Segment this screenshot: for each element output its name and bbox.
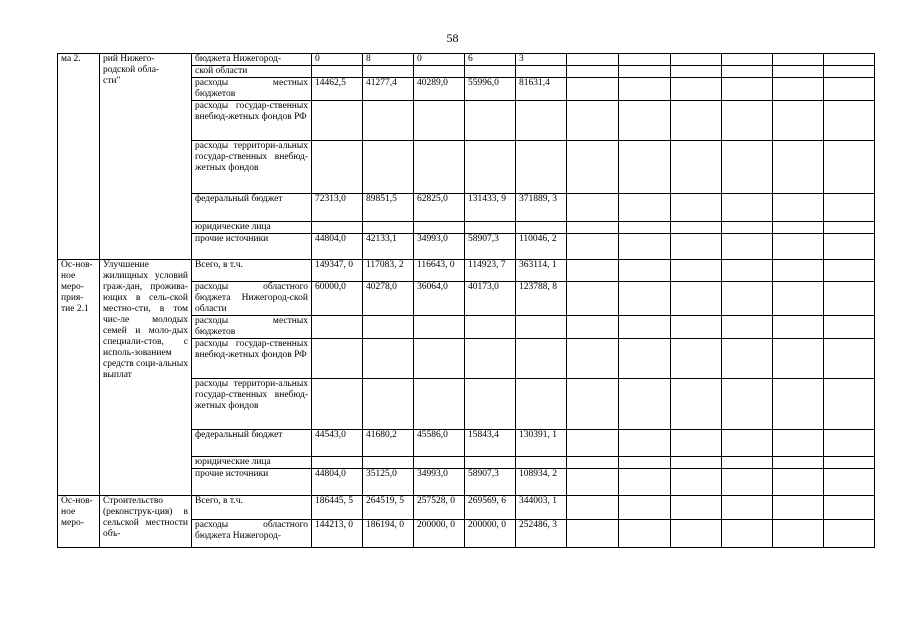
empty-cell	[722, 379, 773, 430]
empty-cell	[671, 457, 722, 469]
empty-cell	[619, 379, 671, 430]
source-label: расходы областного бюджета Нижегород-	[192, 520, 312, 548]
empty-cell	[671, 78, 722, 101]
empty-cell	[619, 66, 671, 78]
value-cell-2: 186194, 0	[363, 520, 414, 548]
value-cell-5: 252486, 3	[516, 520, 567, 548]
value-cell-4: 131433, 9	[465, 194, 516, 222]
empty-cell	[773, 260, 824, 282]
empty-cell	[619, 222, 671, 234]
empty-cell	[619, 496, 671, 520]
empty-cell	[671, 520, 722, 548]
value-cell-3	[414, 379, 465, 430]
value-cell-1	[312, 141, 363, 194]
empty-cell	[722, 54, 773, 66]
empty-cell	[773, 496, 824, 520]
source-label: бюджета Нижегород-	[192, 54, 312, 66]
value-cell-2: 42133,1	[363, 234, 414, 260]
value-cell-5: 81631,4	[516, 78, 567, 101]
value-cell-2	[363, 66, 414, 78]
activity-label-2-1: Ос-нов-ное меро-прия-тие 2.1	[58, 260, 100, 496]
value-cell-1: 149347, 0	[312, 260, 363, 282]
value-cell-3	[414, 66, 465, 78]
value-cell-3: 34993,0	[414, 234, 465, 260]
empty-cell	[773, 379, 824, 430]
source-label: прочие источники	[192, 234, 312, 260]
empty-cell	[619, 469, 671, 496]
value-cell-1: 186445, 5	[312, 496, 363, 520]
value-cell-5	[516, 66, 567, 78]
source-label: расходы территори-альных государ-ственных внебюд-жетных фондов	[192, 379, 312, 430]
empty-cell	[824, 496, 875, 520]
table-row	[58, 496, 875, 520]
activity-title-line: рий Нижего-	[103, 54, 155, 64]
empty-cell	[671, 54, 722, 66]
empty-cell	[567, 379, 619, 430]
empty-cell	[567, 457, 619, 469]
value-cell-2	[363, 222, 414, 234]
empty-cell	[722, 339, 773, 379]
empty-cell	[824, 316, 875, 339]
source-label: юридические лица	[192, 457, 312, 469]
empty-cell	[824, 222, 875, 234]
source-label: Всего, в т.ч.	[192, 496, 312, 520]
value-cell-2	[363, 339, 414, 379]
value-cell-4: 15843,4	[465, 430, 516, 457]
value-cell-2	[363, 379, 414, 430]
empty-cell	[567, 496, 619, 520]
value-cell-3: 45586,0	[414, 430, 465, 457]
value-cell-5	[516, 222, 567, 234]
empty-cell	[722, 316, 773, 339]
value-cell-1: 60000,0	[312, 282, 363, 316]
empty-cell	[671, 469, 722, 496]
value-cell-5	[516, 457, 567, 469]
empty-cell	[722, 141, 773, 194]
empty-cell	[722, 260, 773, 282]
value-cell-3: 36064,0	[414, 282, 465, 316]
source-label: расходы областного бюджета Нижегород-ской области	[192, 282, 312, 316]
empty-cell	[824, 457, 875, 469]
value-cell-4	[465, 101, 516, 141]
value-cell-4	[465, 66, 516, 78]
value-cell-5	[516, 339, 567, 379]
value-cell-2: 40278,0	[363, 282, 414, 316]
source-label: ской области	[192, 66, 312, 78]
empty-cell	[722, 222, 773, 234]
empty-cell	[619, 101, 671, 141]
value-cell-2: 264519, 5	[363, 496, 414, 520]
source-label: Всего, в т.ч.	[192, 260, 312, 282]
value-cell-5	[516, 379, 567, 430]
value-cell-5: 130391, 1	[516, 430, 567, 457]
empty-cell	[773, 469, 824, 496]
source-label: федеральный бюджет	[192, 194, 312, 222]
source-label: расходы местных бюджетов	[192, 316, 312, 339]
empty-cell	[773, 78, 824, 101]
source-label: юридические лица	[192, 222, 312, 234]
table-row	[58, 260, 875, 282]
empty-cell	[824, 78, 875, 101]
empty-cell	[619, 430, 671, 457]
value-cell-5	[516, 316, 567, 339]
empty-cell	[824, 101, 875, 141]
value-cell-4	[465, 457, 516, 469]
empty-cell	[567, 339, 619, 379]
empty-cell	[722, 496, 773, 520]
empty-cell	[619, 234, 671, 260]
value-cell-4	[465, 141, 516, 194]
empty-cell	[773, 222, 824, 234]
empty-cell	[619, 260, 671, 282]
empty-cell	[567, 141, 619, 194]
value-cell-1: 144213, 0	[312, 520, 363, 548]
source-label: расходы государ-ственных внебюд-жетных фондов РФ	[192, 339, 312, 379]
empty-cell	[671, 282, 722, 316]
empty-cell	[567, 282, 619, 316]
value-cell-1	[312, 66, 363, 78]
value-cell-4: 40173,0	[465, 282, 516, 316]
empty-cell	[567, 260, 619, 282]
value-cell-4: 114923, 7	[465, 260, 516, 282]
empty-cell	[773, 430, 824, 457]
empty-cell	[671, 194, 722, 222]
source-label: расходы государ-ственных внебюд-жетных фондов РФ	[192, 101, 312, 141]
value-cell-3: 34993,0	[414, 469, 465, 496]
value-cell-2: 41277,4	[363, 78, 414, 101]
empty-cell	[824, 234, 875, 260]
value-cell-3: 0	[414, 54, 465, 66]
empty-cell	[619, 194, 671, 222]
value-cell-3	[414, 141, 465, 194]
empty-cell	[671, 496, 722, 520]
value-cell-1	[312, 316, 363, 339]
value-cell-3	[414, 316, 465, 339]
empty-cell	[567, 101, 619, 141]
empty-cell	[773, 520, 824, 548]
empty-cell	[671, 101, 722, 141]
value-cell-5: 363114, 1	[516, 260, 567, 282]
value-cell-3: 40289,0	[414, 78, 465, 101]
value-cell-5: 371889, 3	[516, 194, 567, 222]
empty-cell	[671, 430, 722, 457]
value-cell-1	[312, 379, 363, 430]
empty-cell	[824, 282, 875, 316]
empty-cell	[773, 101, 824, 141]
empty-cell	[824, 430, 875, 457]
value-cell-2: 41680,2	[363, 430, 414, 457]
activity-title-2-1: Улучшение жилищных условий граж-дан, прожива-ющих в сель-ской местно-сти, в том чис-ле молодых семей и моло-дых специали-стов, с исполь-зованием средств соци-альных выплат	[100, 260, 192, 496]
value-cell-1: 44543,0	[312, 430, 363, 457]
empty-cell	[567, 469, 619, 496]
value-cell-5: 108934, 2	[516, 469, 567, 496]
activity-title-line: родской обла-	[103, 65, 160, 75]
empty-cell	[567, 430, 619, 457]
value-cell-4: 269569, 6	[465, 496, 516, 520]
value-cell-5	[516, 141, 567, 194]
value-cell-1: 0	[312, 54, 363, 66]
empty-cell	[619, 520, 671, 548]
empty-cell	[824, 339, 875, 379]
value-cell-4: 58907,3	[465, 469, 516, 496]
value-cell-2: 89851,5	[363, 194, 414, 222]
empty-cell	[722, 101, 773, 141]
value-cell-3	[414, 339, 465, 379]
source-label: прочие источники	[192, 469, 312, 496]
empty-cell	[722, 282, 773, 316]
value-cell-1: 44804,0	[312, 469, 363, 496]
value-cell-5: 344003, 1	[516, 496, 567, 520]
value-cell-3: 257528, 0	[414, 496, 465, 520]
budget-table	[57, 53, 875, 548]
value-cell-3: 116643, 0	[414, 260, 465, 282]
source-label: федеральный бюджет	[192, 430, 312, 457]
value-cell-4: 200000, 0	[465, 520, 516, 548]
empty-cell	[671, 234, 722, 260]
empty-cell	[824, 379, 875, 430]
value-cell-5: 123788, 8	[516, 282, 567, 316]
activity-label-2-2: Ос-нов-ное меро-	[58, 496, 100, 548]
empty-cell	[824, 66, 875, 78]
value-cell-2: 8	[363, 54, 414, 66]
value-cell-1: 44804,0	[312, 234, 363, 260]
value-cell-5: 110046, 2	[516, 234, 567, 260]
empty-cell	[722, 469, 773, 496]
empty-cell	[619, 282, 671, 316]
empty-cell	[671, 66, 722, 78]
value-cell-2	[363, 457, 414, 469]
empty-cell	[773, 66, 824, 78]
empty-cell	[722, 430, 773, 457]
empty-cell	[619, 457, 671, 469]
value-cell-4	[465, 316, 516, 339]
empty-cell	[567, 78, 619, 101]
empty-cell	[722, 520, 773, 548]
source-label: расходы местных бюджетов	[192, 78, 312, 101]
value-cell-3: 200000, 0	[414, 520, 465, 548]
empty-cell	[824, 194, 875, 222]
empty-cell	[722, 78, 773, 101]
value-cell-3	[414, 101, 465, 141]
value-cell-1	[312, 101, 363, 141]
empty-cell	[722, 234, 773, 260]
value-cell-3: 62825,0	[414, 194, 465, 222]
empty-cell	[824, 54, 875, 66]
activity-title-line: сти"	[103, 76, 121, 86]
empty-cell	[567, 66, 619, 78]
empty-cell	[773, 457, 824, 469]
empty-cell	[671, 260, 722, 282]
empty-cell	[619, 339, 671, 379]
empty-cell	[567, 194, 619, 222]
value-cell-2: 117083, 2	[363, 260, 414, 282]
value-cell-2: 35125,0	[363, 469, 414, 496]
empty-cell	[773, 339, 824, 379]
table-row	[58, 54, 875, 66]
value-cell-1	[312, 457, 363, 469]
empty-cell	[773, 234, 824, 260]
empty-cell	[619, 316, 671, 339]
value-cell-4: 55996,0	[465, 78, 516, 101]
page-number: 58	[446, 31, 459, 45]
empty-cell	[619, 141, 671, 194]
value-cell-1: 72313,0	[312, 194, 363, 222]
value-cell-5	[516, 101, 567, 141]
activity-title-2-2: Строительство (реконструк-ция) в сельской местности объ-	[100, 496, 192, 548]
empty-cell	[671, 316, 722, 339]
value-cell-4: 58907,3	[465, 234, 516, 260]
value-cell-1	[312, 222, 363, 234]
value-cell-2	[363, 316, 414, 339]
activity-title	[100, 54, 192, 260]
empty-cell	[773, 141, 824, 194]
empty-cell	[824, 260, 875, 282]
empty-cell	[773, 282, 824, 316]
empty-cell	[567, 520, 619, 548]
value-cell-1	[312, 339, 363, 379]
empty-cell	[567, 234, 619, 260]
empty-cell	[824, 141, 875, 194]
value-cell-1: 14462,5	[312, 78, 363, 101]
activity-label: ма 2.	[58, 54, 100, 260]
empty-cell	[773, 316, 824, 339]
empty-cell	[671, 379, 722, 430]
value-cell-2	[363, 101, 414, 141]
empty-cell	[567, 54, 619, 66]
empty-cell	[671, 339, 722, 379]
empty-cell	[671, 222, 722, 234]
empty-cell	[567, 316, 619, 339]
source-label: расходы территори-альных государ-ственных внебюд-жетных фондов	[192, 141, 312, 194]
empty-cell	[824, 469, 875, 496]
empty-cell	[722, 194, 773, 222]
value-cell-3	[414, 222, 465, 234]
value-cell-3	[414, 457, 465, 469]
value-cell-4: 6	[465, 54, 516, 66]
value-cell-4	[465, 339, 516, 379]
empty-cell	[619, 78, 671, 101]
value-cell-4	[465, 222, 516, 234]
empty-cell	[567, 222, 619, 234]
empty-cell	[722, 457, 773, 469]
empty-cell	[722, 66, 773, 78]
value-cell-2	[363, 141, 414, 194]
empty-cell	[671, 141, 722, 194]
empty-cell	[773, 194, 824, 222]
value-cell-4	[465, 379, 516, 430]
empty-cell	[619, 54, 671, 66]
empty-cell	[773, 54, 824, 66]
empty-cell	[824, 520, 875, 548]
value-cell-5: 3	[516, 54, 567, 66]
